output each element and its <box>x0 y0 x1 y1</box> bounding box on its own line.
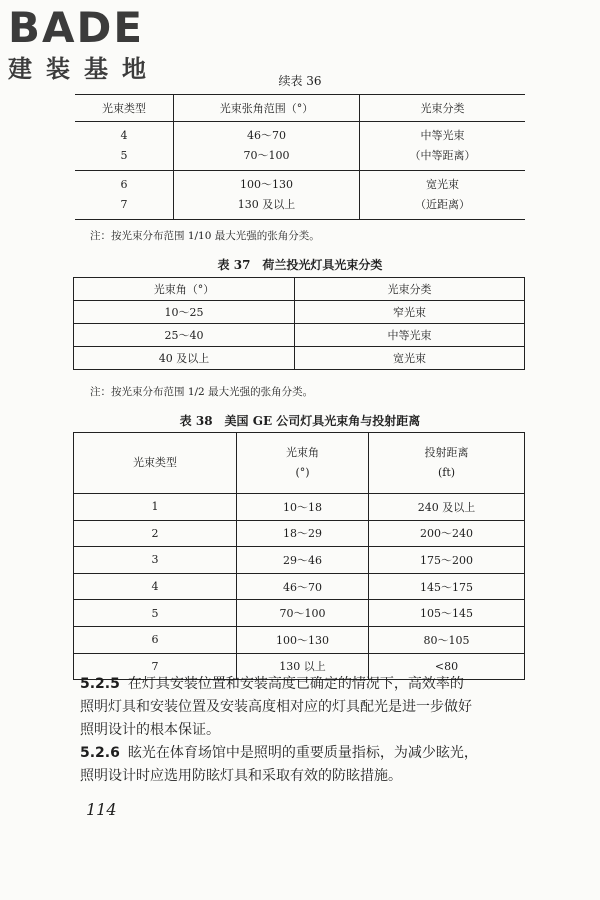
table-row <box>74 600 525 627</box>
table-cell: 130 以上 <box>237 653 369 680</box>
cell-value: 4 <box>120 129 128 142</box>
table-cell: 4 <box>74 573 237 600</box>
table-37 <box>73 277 525 370</box>
table37-caption: 表 37 荷兰投光灯具光束分类 <box>217 258 383 272</box>
clause-line <box>80 673 530 696</box>
header-line: 投射距离 <box>424 446 469 459</box>
table-cell: 40 及以上 <box>74 347 295 370</box>
clause-5-2-6 <box>80 742 530 788</box>
table-row <box>75 122 525 171</box>
header-cell <box>237 433 369 494</box>
header-cell: 光束类型 <box>74 433 237 494</box>
table-cell: 80～105 <box>369 626 525 653</box>
table-cell <box>174 171 360 220</box>
header-cell: 光束张角范围（°） <box>174 95 360 122</box>
table-row <box>74 547 525 574</box>
table-cell: 46～70 <box>237 573 369 600</box>
table-cell: 240 及以上 <box>369 494 525 521</box>
table-cell: 6 <box>74 626 237 653</box>
clause-line <box>80 742 530 765</box>
table-cell <box>174 122 360 171</box>
table-cell <box>360 171 526 220</box>
clause-number: 5.2.5 <box>80 676 120 692</box>
cell-value: 中等光束 <box>420 129 465 142</box>
cell-value: 100～130 <box>240 178 293 191</box>
header-line: 光束角 <box>286 446 319 459</box>
table-cell: 2 <box>74 520 237 547</box>
table-cell: 宽光束 <box>295 347 525 370</box>
table-cell <box>360 122 526 171</box>
table-cell: 10～25 <box>74 301 295 324</box>
cell-value: 6 <box>120 178 128 191</box>
table37-note: 注：按光束分布范围 1/2 最大光强的张角分类。 <box>90 386 314 398</box>
table-cell: 175～200 <box>369 547 525 574</box>
header-cell: 光束类型 <box>75 95 174 122</box>
table-row <box>74 573 525 600</box>
table-cell: 7 <box>74 653 237 680</box>
table-cell: 200～240 <box>369 520 525 547</box>
table-cell: 10～18 <box>237 494 369 521</box>
table-cell: 105～145 <box>369 600 525 627</box>
clause-text: 在灯具安装位置和安装高度已确定的情况下，高效率的 <box>127 676 464 692</box>
header-cell: 光束角（°） <box>74 278 295 301</box>
clause-line: 照明设计的根本保证。 <box>80 722 220 738</box>
table-cell: 70～100 <box>237 600 369 627</box>
header-unit: (°) <box>295 466 310 479</box>
header-cell: 光束分类 <box>295 278 525 301</box>
table-row <box>74 520 525 547</box>
table-38 <box>73 432 525 680</box>
table-cell: <80 <box>369 653 525 680</box>
cell-value: 7 <box>120 198 128 211</box>
header-cell <box>369 433 525 494</box>
table-cell: 1 <box>74 494 237 521</box>
table36-caption: 续表 36 <box>278 74 322 88</box>
table-row <box>74 494 525 521</box>
table-header-row <box>75 95 525 122</box>
table-row <box>74 301 525 324</box>
table-header-row <box>74 278 525 301</box>
clause-line: 照明设计时应选用防眩灯具和采取有效的防眩措施。 <box>80 768 402 784</box>
clause-line: 照明灯具和安装位置及安装高度相对应的灯具配光是进一步做好 <box>80 699 472 715</box>
table-cell: 29～46 <box>237 547 369 574</box>
clause-text: 眩光在体育场馆中是照明的重要质量指标，为减少眩光， <box>127 745 478 761</box>
clause-5-2-5 <box>80 673 530 742</box>
table-cell: 3 <box>74 547 237 574</box>
table-cell: 5 <box>74 600 237 627</box>
cell-value: （近距离） <box>415 198 470 211</box>
page-number: 114 <box>86 800 117 819</box>
table-cell: 18～29 <box>237 520 369 547</box>
table-row <box>75 171 525 220</box>
cell-value: 46～70 <box>247 129 286 142</box>
table38-caption: 表 38 美国 GE 公司灯具光束角与投射距离 <box>179 414 421 428</box>
table-row <box>74 626 525 653</box>
logo-subtitle: 建装基地 <box>8 55 160 83</box>
cell-value: 宽光束 <box>426 178 459 191</box>
table36-note: 注：按光束分布范围 1/10 最大光强的张角分类。 <box>90 230 320 242</box>
table-cell <box>75 122 174 171</box>
logo-wordmark: BADE <box>8 3 145 52</box>
table-header-row <box>74 433 525 494</box>
table-cell: 窄光束 <box>295 301 525 324</box>
clause-number: 5.2.6 <box>80 745 120 761</box>
table-cell <box>75 171 174 220</box>
table-row <box>74 347 525 370</box>
table-36 <box>75 94 525 220</box>
cell-value: 70～100 <box>243 149 290 162</box>
cell-value: 130 及以上 <box>237 198 296 211</box>
table-row <box>74 324 525 347</box>
table-cell: 25～40 <box>74 324 295 347</box>
table-cell: 145～175 <box>369 573 525 600</box>
table-cell: 100～130 <box>237 626 369 653</box>
cell-value: 5 <box>120 149 128 162</box>
table-cell: 中等光束 <box>295 324 525 347</box>
header-cell: 光束分类 <box>360 95 526 122</box>
cell-value: （中等距离） <box>409 149 476 162</box>
header-unit: (ft) <box>437 466 456 479</box>
